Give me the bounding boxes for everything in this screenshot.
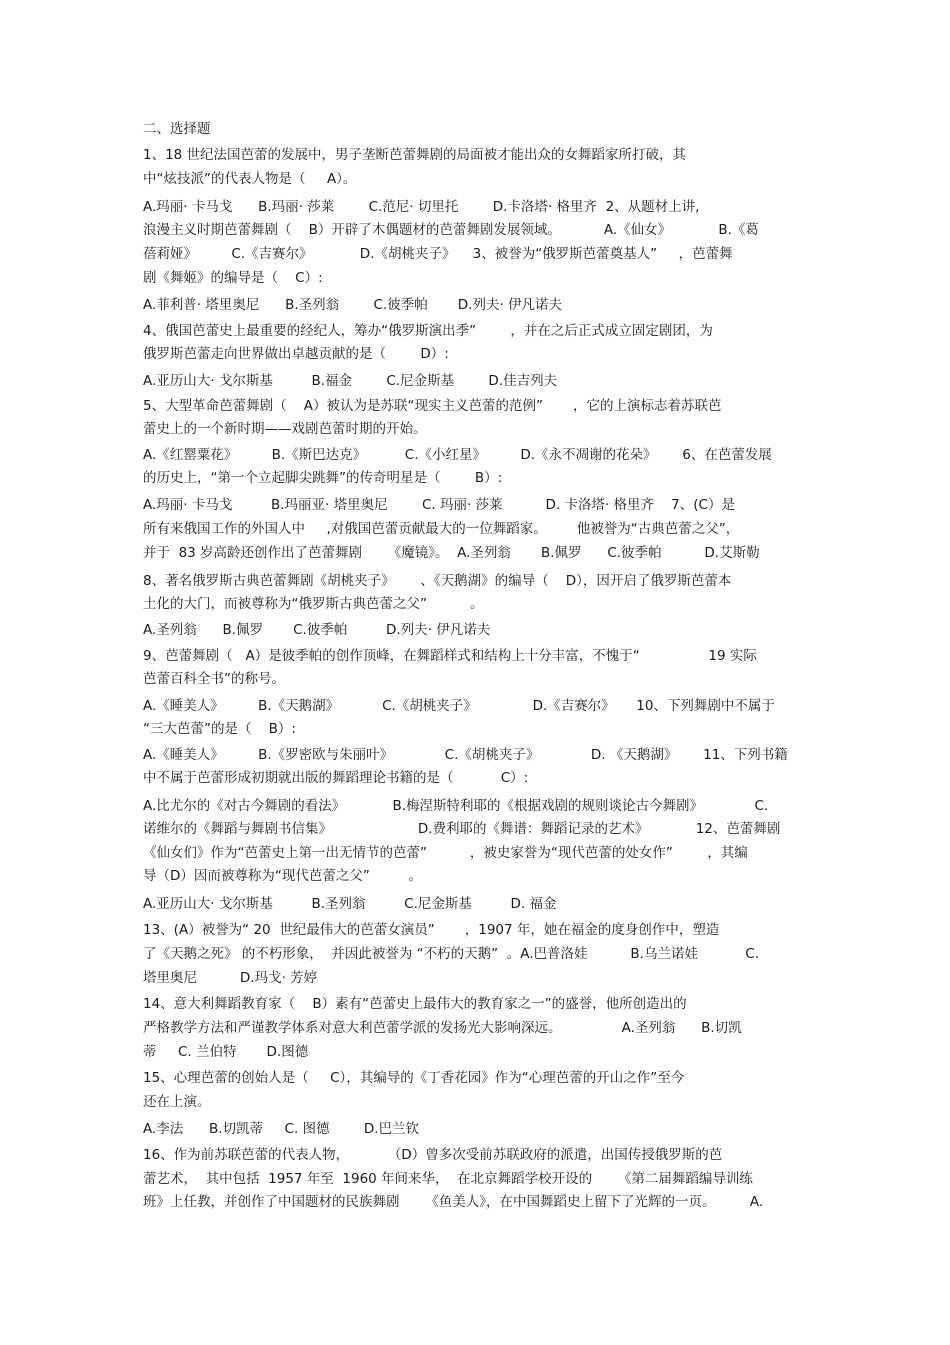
text-line: 俄罗斯芭蕾走向世界做出卓越贡献的是（ D）: [143, 346, 449, 362]
text-line: A.玛丽· 卡马戈 B.玛丽亚· 塔里奥尼 C. 玛丽· 莎莱 D. 卡洛塔· 格里齐 7、(C）是 [143, 497, 735, 513]
text-line: 4、俄国芭蕾史上最重要的经纪人，筹办“俄罗斯演出季” ，并在之后正式成立固定剧团，为 [143, 323, 713, 339]
text-line: 13、(A）被誉为“ 20 世纪最伟大的芭蕾女演员” ，1907 年，她在福金的度身创作中，塑造 [143, 922, 720, 938]
text-line: A.比尤尔的《对古今舞剧的看法》 B.梅涅斯特利耶的《根据戏剧的规则谈论古今舞剧》 C. [143, 798, 769, 814]
text-line: 了《天鹅之死》 的不朽形象， 并因此被誉为 “不朽的天鹅” 。A.巴普洛娃 B.乌兰诺娃 C. [143, 946, 759, 962]
text-line: A.《红罂粟花》 B.《斯巴达克》 C.《小红星》 D.《永不凋谢的花朵》 6、在芭蕾发展 [143, 447, 772, 463]
text-line: 中不属于芭蕾形成初期就出版的舞蹈理论书籍的是（ C）: [143, 770, 529, 786]
text-line: A.亚历山大· 戈尔斯基 B.福金 C.尼金斯基 D.佳吉列夫 [143, 373, 558, 389]
text-line: 所有来俄国工作的外国人中 ,对俄国芭蕾贡献最大的一位舞蹈家。 他被誉为“古典芭蕾之父”， [143, 521, 740, 537]
text-line: A.玛丽· 卡马戈 B.玛丽· 莎莱 C.范尼· 切里托 D.卡洛塔· 格里齐 2、从题材上讲, [143, 199, 700, 215]
text-line: 蕾艺术， 其中包括 1957 年至 1960 年间来华， 在北京舞蹈学校开设的 《第二届舞蹈编导训练 [143, 1171, 753, 1187]
text-line: 15、心理芭蕾的创始人是（ C），其编导的《丁香花园》作为“心理芭蕾的开山之作”至今 [143, 1070, 685, 1086]
text-line: A.菲利普· 塔里奥尼 B.圣列翁 C.彼季帕 D.列夫· 伊凡诺夫 [143, 297, 563, 313]
text-line: 塔里奥尼 D.玛戈· 芳婷 [143, 970, 318, 986]
text-line: 蓓莉娅》 C.《吉赛尔》 D.《胡桃夹子》 3、被誉为“俄罗斯芭蕾奠基人” ，芭蕾舞 [143, 246, 733, 262]
text-line: 并于 83 岁高龄还创作出了芭蕾舞剧 《魔镜》。 A.圣列翁 B.佩罗 C.彼季帕 D.艾斯勒 [143, 545, 760, 561]
text-line: 诺维尔的《舞蹈与舞剧书信集》 D.费利耶的《舞谱：舞蹈记录的艺术》 12、芭蕾舞剧 [143, 821, 781, 837]
text-line: 导（D）因而被尊称为“现代芭蕾之父” 。 [143, 868, 423, 884]
text-line: 严格教学方法和严谨教学体系对意大利芭蕾学派的发扬光大影响深远。 A.圣列翁 B.切凯 [143, 1020, 742, 1036]
text-line: 班》上任教，并创作了中国题材的民族舞剧 《鱼美人》，在中国舞蹈史上留下了光辉的一页。 A. [143, 1194, 764, 1210]
text-line: 中“炫技派”的代表人物是（ A）。 [143, 171, 357, 187]
text-line: 浪漫主义时期芭蕾舞剧（ B）开辟了木偶题材的芭蕾舞剧发展领域。 A.《仙女》 B.《葛 [143, 222, 759, 238]
text-line: “三大芭蕾”的是（ B）: [143, 721, 296, 737]
text-line: 8、著名俄罗斯古典芭蕾舞剧《胡桃夹子》 、《天鹅湖》的编导（ D），因开启了俄罗斯芭蕾本 [143, 573, 732, 589]
text-line: A.亚历山大· 戈尔斯基 B.圣列翁 C.尼金斯基 D. 福金 [143, 896, 557, 912]
text-line: 14、意大利舞蹈教育家（ B）素有“芭蕾史上最伟大的教育家之一”的盛誉，他所创造出的 [143, 996, 687, 1012]
text-line: 土化的大门，而被尊称为“俄罗斯古典芭蕾之父” 。 [143, 596, 484, 612]
text-line: 蕾史上的一个新时期——戏剧芭蕾时期的开始。 [143, 421, 427, 437]
text-line: 芭蕾百科全书”的称号。 [143, 671, 285, 687]
text-line: 的历史上，“第一个立起脚尖跳舞”的传奇明星是（ B）: [143, 470, 503, 486]
text-line: 16、作为前苏联芭蕾的代表人物， （D）曾多次受前苏联政府的派遣，出国传授俄罗斯的芭 [143, 1147, 723, 1163]
text-line: 9、芭蕾舞剧（ A）是彼季帕的创作顶峰，在舞蹈样式和结构上十分丰富，不愧于“ 19 实际 [143, 648, 757, 664]
text-line: 5、大型革命芭蕾舞剧（ A）被认为是苏联“现实主义芭蕾的范例” ，它的上演标志着苏联芭 [143, 398, 722, 414]
text-line: 还在上演。 [143, 1094, 211, 1110]
text-line: A.圣列翁 B.佩罗 C.彼季帕 D.列夫· 伊凡诺夫 [143, 622, 491, 638]
text-line: 《仙女们》作为“芭蕾史上第一出无情节的芭蕾” ，被史家誉为“现代芭蕾的处女作” ，其编 [143, 845, 748, 861]
text-line: A.《睡美人》 B.《罗密欧与朱丽叶》 C.《胡桃夹子》 D. 《天鹅湖》 11、下列书籍 [143, 747, 788, 763]
text-line: 1、18 世纪法国芭蕾的发展中，男子垄断芭蕾舞剧的局面被才能出众的女舞蹈家所打破，其 [143, 147, 687, 163]
text-line: A.李法 B.切凯蒂 C. 图德 D.巴兰钦 [143, 1121, 420, 1137]
section-title: 二、选择题 [143, 121, 211, 137]
text-line: A.《睡美人》 B.《天鹅湖》 C.《胡桃夹子》 D.《吉赛尔》 10、下列舞剧中不属于 [143, 698, 775, 714]
text-line: 剧《舞姬》的编导是（ C）: [143, 270, 323, 286]
text-line: 蒂 C. 兰伯特 D.图德 [143, 1044, 309, 1060]
